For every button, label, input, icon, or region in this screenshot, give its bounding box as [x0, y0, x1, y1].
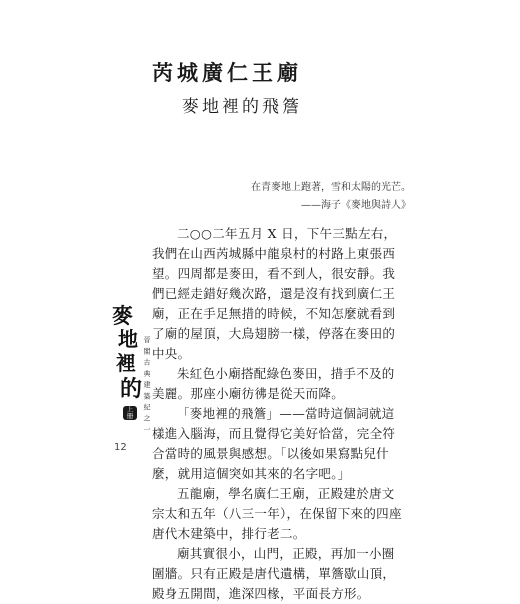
- paragraph: 廟其實很小，山門，正殿，再加一小圈圍牆。只有正殿是唐代遺構，單簷歇山頂，殿身五開間，進深四椽，平面長方形。: [152, 546, 396, 601]
- body-text: [152, 224, 406, 604]
- logo-seal: 上 冊: [123, 406, 137, 420]
- logo-char: 裡: [116, 351, 136, 375]
- paragraph: 朱紅色小廟搭配綠色麥田，措手不及的美麗。那座小廟彷彿是從天而降。: [152, 366, 395, 401]
- paragraph: 五龍廟，學名廣仁王廟，正殿建於唐文宗太和五年（八三一年），在保留下來的四座唐代木建築中，排行老二。: [152, 486, 402, 541]
- book-logo: [112, 303, 152, 456]
- paragraph: 「麥地裡的飛簷」——當時這個詞就這樣進入腦海，而且覺得它美好恰當，完全符合當時的風景與感想。「以後如果寫點兒什麼，就用這個突如其來的名字吧。」: [152, 406, 396, 481]
- epigraph-attribution: ——海子《麥地與詩人》: [301, 200, 411, 211]
- epigraph: [251, 179, 411, 215]
- logo-vertical-text: 晉 閣 古 典 建 築 紀 之 一: [143, 336, 151, 434]
- paragraph: 二○○二年五月 X 日，下午三點左右，我們在山西芮城縣中龍泉村的村路上東張西望。四周都是麥田，看不到人，很安靜。我們已經走錯好幾次路，還是沒有找到廣仁王廟，正在手足無措的時候，不知怎麼就看到了廟的屋頂，大鳥翅膀一樣，停落在麥田的中央。: [152, 226, 397, 361]
- logo-char: 麥: [112, 303, 133, 328]
- chapter-subtitle: 麥地裡的飛簷: [182, 97, 302, 117]
- page-number: 12: [114, 442, 127, 453]
- epigraph-quote: 在青麥地上跑著，雪和太陽的光芒。: [251, 182, 411, 193]
- logo-char: 地: [118, 327, 138, 351]
- logo-char: 的: [120, 376, 143, 402]
- chapter-heading: [152, 60, 302, 118]
- chapter-title: 芮城廣仁王廟: [152, 60, 302, 85]
